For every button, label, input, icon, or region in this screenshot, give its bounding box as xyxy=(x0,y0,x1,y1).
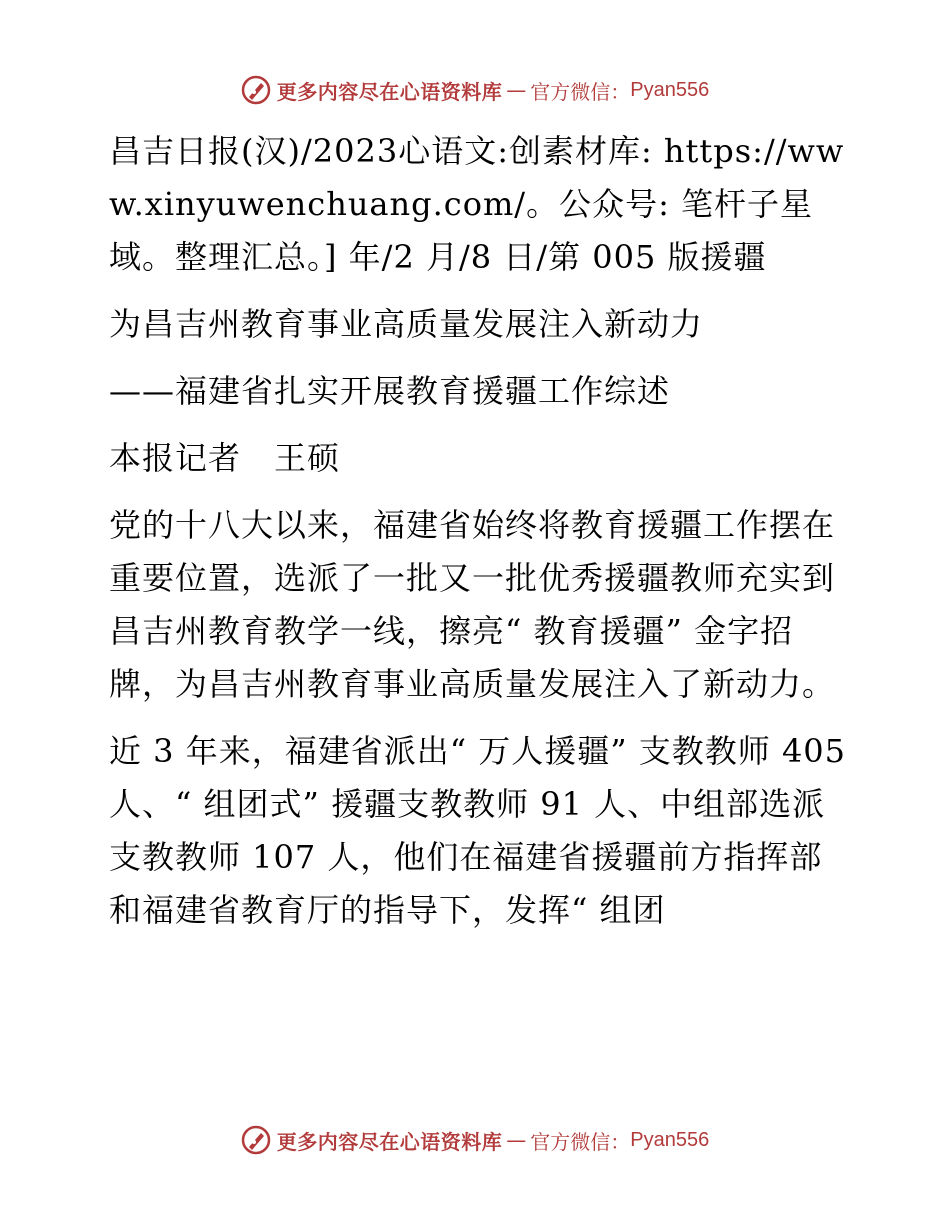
watermark-channel: 官方微信： xyxy=(530,79,631,104)
paragraph: 近 3 年来，福建省派出“ 万人援疆” 支教教师 405 人、“ 组团式” 援疆支教教师 91 人、中组部选派支教教师 107 人，他们在福建省援疆前方指挥部和福建省教育厅的指导下，发挥“ 组团 xyxy=(109,732,847,929)
pen-logo-icon xyxy=(241,75,271,105)
header-watermark xyxy=(0,70,950,110)
watermark-text: 更多内容尽在心语资料库 xyxy=(276,1129,503,1154)
byline: 本报记者 王硕 xyxy=(109,439,341,477)
paragraph: 党的十八大以来，福建省始终将教育援疆工作摆在重要位置，选派了一批又一批优秀援疆教师充实到昌吉州教育教学一线，擦亮“ 教育援疆” 金字招牌，为昌吉州教育事业高质量发展注入了新动力。 xyxy=(109,506,836,703)
watermark-text: 更多内容尽在心语资料库 xyxy=(276,79,503,104)
document-body xyxy=(97,125,849,937)
watermark-id: Pyan556 xyxy=(630,78,710,101)
pen-logo-icon xyxy=(241,1125,271,1155)
article-subtitle: ——福建省扎实开展教育援疆工作综述 xyxy=(109,372,671,410)
watermark-separator: — xyxy=(506,78,527,102)
footer-watermark xyxy=(0,1120,950,1160)
source-line: 昌吉日报(汉)/2023心语文:创素材库: https://www.xinyuwenchuang.com/。公众号: 笔杆子星域。整理汇总。] 年/2 月/8 日/第 005 版援疆 xyxy=(109,132,845,276)
watermark-separator: — xyxy=(506,1128,527,1152)
article-title: 为昌吉州教育事业高质量发展注入新动力 xyxy=(109,305,704,343)
watermark-id: Pyan556 xyxy=(630,1128,710,1151)
watermark-channel: 官方微信： xyxy=(530,1129,631,1154)
